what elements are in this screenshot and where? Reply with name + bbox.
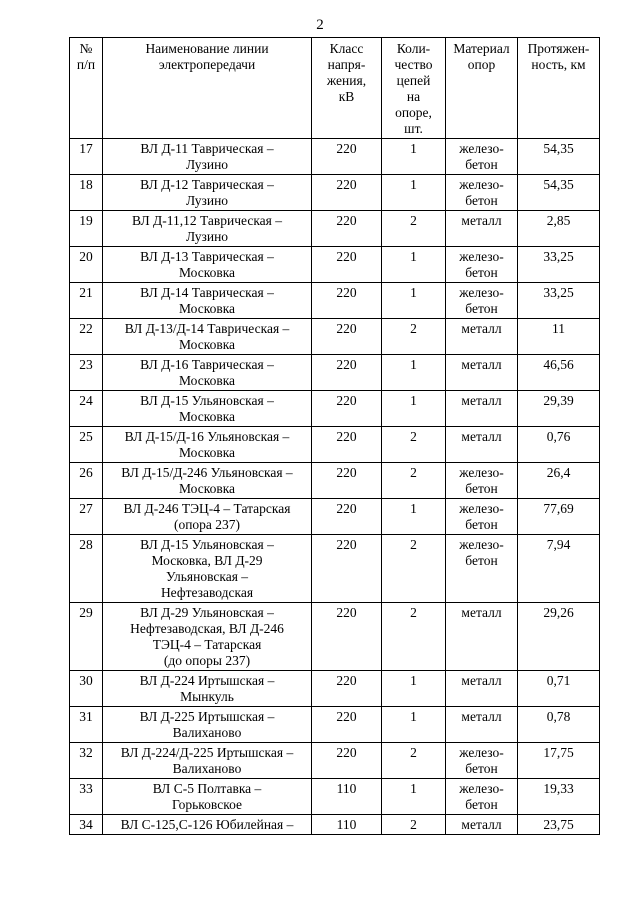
cell-length: 29,39 [518, 391, 600, 427]
cell-voltage: 110 [312, 815, 382, 835]
cell-circuits: 2 [382, 463, 446, 499]
cell-line-name: ВЛ С-5 Полтавка – Горьковское [103, 779, 312, 815]
cell-length: 33,25 [518, 247, 600, 283]
cell-number: 24 [70, 391, 103, 427]
cell-line-name: ВЛ Д-29 Ульяновская – Нефтезаводская, ВЛ Д-246 ТЭЦ-4 – Татарская (до опоры 237) [103, 603, 312, 671]
cell-voltage: 220 [312, 319, 382, 355]
cell-number: 26 [70, 463, 103, 499]
cell-voltage: 220 [312, 463, 382, 499]
table-row [70, 211, 600, 247]
cell-length: 0,78 [518, 707, 600, 743]
cell-material: железо- бетон [446, 535, 518, 603]
table-row [70, 463, 600, 499]
cell-circuits: 1 [382, 391, 446, 427]
table-row [70, 175, 600, 211]
cell-number: 34 [70, 815, 103, 835]
table-row [70, 283, 600, 319]
cell-circuits: 1 [382, 175, 446, 211]
cell-line-name: ВЛ Д-16 Таврическая – Московка [103, 355, 312, 391]
cell-material: металл [446, 603, 518, 671]
cell-circuits: 2 [382, 743, 446, 779]
cell-voltage: 220 [312, 743, 382, 779]
cell-length: 0,71 [518, 671, 600, 707]
table-row [70, 707, 600, 743]
cell-voltage: 220 [312, 211, 382, 247]
cell-line-name: ВЛ Д-15/Д-16 Ульяновская – Московка [103, 427, 312, 463]
table-row [70, 815, 600, 835]
header-support-material: Материал опор [446, 38, 518, 139]
cell-length: 46,56 [518, 355, 600, 391]
cell-number: 23 [70, 355, 103, 391]
header-line-name: Наименование линии электропередачи [103, 38, 312, 139]
cell-length: 54,35 [518, 175, 600, 211]
cell-line-name: ВЛ Д-12 Таврическая – Лузино [103, 175, 312, 211]
cell-line-name: ВЛ Д-14 Таврическая – Московка [103, 283, 312, 319]
cell-voltage: 220 [312, 175, 382, 211]
table-row [70, 743, 600, 779]
cell-length: 54,35 [518, 139, 600, 175]
cell-length: 7,94 [518, 535, 600, 603]
cell-circuits: 1 [382, 139, 446, 175]
cell-line-name: ВЛ Д-15 Ульяновская – Московка, ВЛ Д-29 Ульяновская – Нефтезаводская [103, 535, 312, 603]
cell-material: железо- бетон [446, 247, 518, 283]
cell-line-name: ВЛ Д-13/Д-14 Таврическая – Московка [103, 319, 312, 355]
table-row [70, 779, 600, 815]
cell-material: металл [446, 707, 518, 743]
cell-voltage: 220 [312, 603, 382, 671]
cell-material: железо- бетон [446, 779, 518, 815]
cell-line-name: ВЛ Д-13 Таврическая – Московка [103, 247, 312, 283]
cell-line-name: ВЛ Д-11 Таврическая – Лузино [103, 139, 312, 175]
cell-length: 77,69 [518, 499, 600, 535]
cell-length: 11 [518, 319, 600, 355]
cell-number: 28 [70, 535, 103, 603]
cell-voltage: 220 [312, 355, 382, 391]
cell-number: 22 [70, 319, 103, 355]
cell-voltage: 220 [312, 247, 382, 283]
cell-material: железо- бетон [446, 175, 518, 211]
cell-voltage: 220 [312, 499, 382, 535]
cell-material: металл [446, 671, 518, 707]
cell-material: металл [446, 211, 518, 247]
cell-circuits: 2 [382, 427, 446, 463]
cell-length: 19,33 [518, 779, 600, 815]
cell-voltage: 220 [312, 535, 382, 603]
cell-circuits: 1 [382, 283, 446, 319]
cell-line-name: ВЛ Д-225 Иртышская – Валиханово [103, 707, 312, 743]
cell-voltage: 110 [312, 779, 382, 815]
table-row [70, 319, 600, 355]
cell-material: металл [446, 815, 518, 835]
cell-circuits: 1 [382, 779, 446, 815]
table-row [70, 139, 600, 175]
cell-length: 17,75 [518, 743, 600, 779]
page-number: 2 [316, 17, 324, 33]
cell-circuits: 2 [382, 319, 446, 355]
cell-material: металл [446, 427, 518, 463]
cell-line-name: ВЛ Д-224/Д-225 Иртышская – Валиханово [103, 743, 312, 779]
cell-circuits: 1 [382, 499, 446, 535]
cell-circuits: 1 [382, 671, 446, 707]
cell-voltage: 220 [312, 707, 382, 743]
table-row [70, 391, 600, 427]
header-circuit-count: Коли- чество цепей на опоре, шт. [382, 38, 446, 139]
cell-voltage: 220 [312, 283, 382, 319]
cell-line-name: ВЛ Д-11,12 Таврическая – Лузино [103, 211, 312, 247]
cell-length: 33,25 [518, 283, 600, 319]
cell-voltage: 220 [312, 671, 382, 707]
table-row [70, 247, 600, 283]
table-row [70, 427, 600, 463]
cell-length: 23,75 [518, 815, 600, 835]
header-voltage-class: Класс напря- жения, кВ [312, 38, 382, 139]
cell-material: металл [446, 391, 518, 427]
cell-material: металл [446, 319, 518, 355]
cell-number: 17 [70, 139, 103, 175]
cell-material: железо- бетон [446, 463, 518, 499]
cell-circuits: 1 [382, 355, 446, 391]
cell-material: железо- бетон [446, 283, 518, 319]
cell-number: 33 [70, 779, 103, 815]
header-number: № п/п [70, 38, 103, 139]
cell-number: 32 [70, 743, 103, 779]
table-row [70, 499, 600, 535]
table-row [70, 355, 600, 391]
cell-voltage: 220 [312, 139, 382, 175]
table-header-row [70, 38, 600, 139]
cell-circuits: 2 [382, 603, 446, 671]
cell-length: 2,85 [518, 211, 600, 247]
cell-number: 31 [70, 707, 103, 743]
table-row [70, 671, 600, 707]
cell-material: железо- бетон [446, 743, 518, 779]
cell-number: 21 [70, 283, 103, 319]
cell-circuits: 2 [382, 815, 446, 835]
cell-material: металл [446, 355, 518, 391]
cell-line-name: ВЛ Д-224 Иртышская – Мынкуль [103, 671, 312, 707]
cell-material: железо- бетон [446, 499, 518, 535]
cell-material: железо- бетон [446, 139, 518, 175]
cell-number: 27 [70, 499, 103, 535]
header-length: Протяжен- ность, км [518, 38, 600, 139]
power-lines-table [69, 37, 600, 835]
table-row [70, 535, 600, 603]
cell-number: 25 [70, 427, 103, 463]
cell-voltage: 220 [312, 427, 382, 463]
cell-number: 29 [70, 603, 103, 671]
table-row [70, 603, 600, 671]
cell-length: 26,4 [518, 463, 600, 499]
cell-length: 0,76 [518, 427, 600, 463]
cell-line-name: ВЛ Д-15 Ульяновская – Московка [103, 391, 312, 427]
cell-number: 18 [70, 175, 103, 211]
cell-circuits: 2 [382, 211, 446, 247]
cell-circuits: 1 [382, 707, 446, 743]
cell-number: 19 [70, 211, 103, 247]
cell-line-name: ВЛ Д-15/Д-246 Ульяновская – Московка [103, 463, 312, 499]
cell-line-name: ВЛ С-125,С-126 Юбилейная – [103, 815, 312, 835]
cell-number: 20 [70, 247, 103, 283]
cell-voltage: 220 [312, 391, 382, 427]
cell-number: 30 [70, 671, 103, 707]
cell-circuits: 2 [382, 535, 446, 603]
cell-circuits: 1 [382, 247, 446, 283]
cell-length: 29,26 [518, 603, 600, 671]
cell-line-name: ВЛ Д-246 ТЭЦ-4 – Татарская (опора 237) [103, 499, 312, 535]
